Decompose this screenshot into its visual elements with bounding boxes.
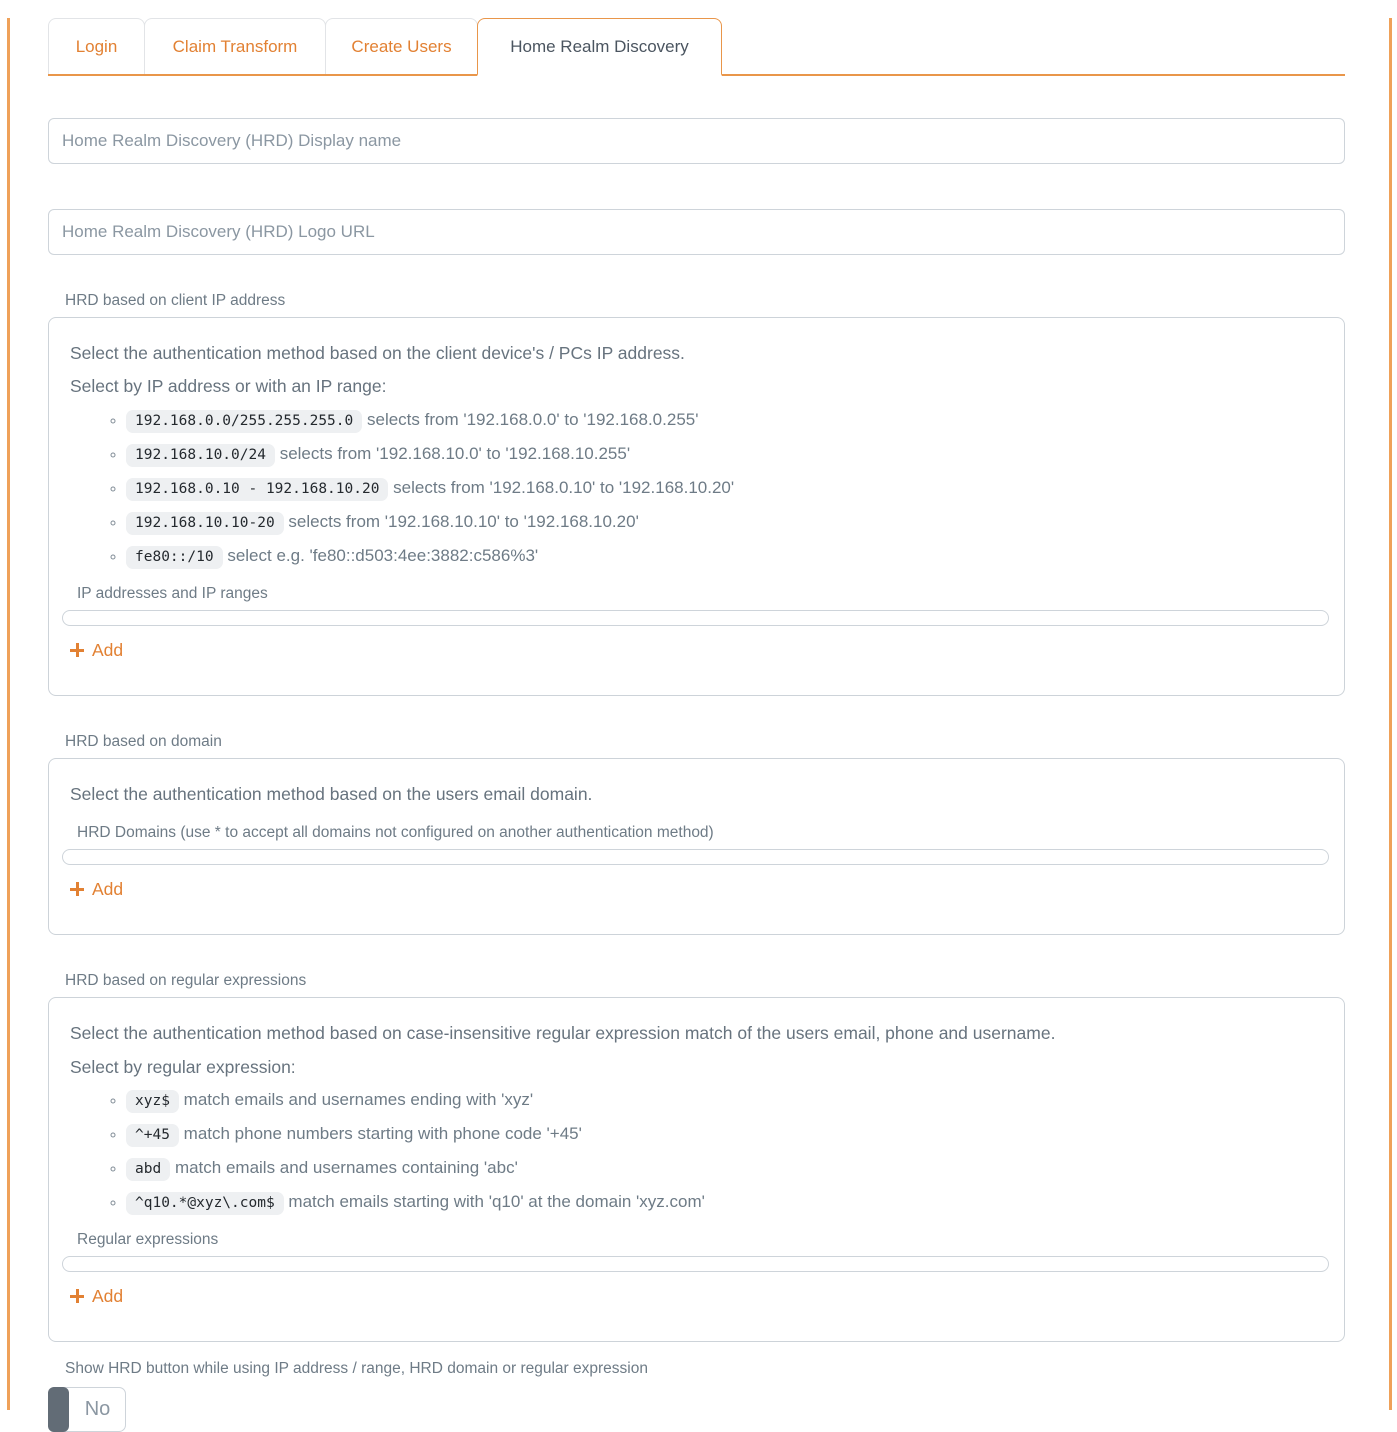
add-ip-button[interactable]	[70, 640, 123, 661]
toggle-value: No	[84, 1398, 111, 1421]
list-item	[126, 408, 1323, 433]
list-item	[126, 476, 1323, 501]
list-item	[126, 1088, 1323, 1113]
regex-section-panel	[48, 997, 1345, 1342]
ip-example-text: select e.g. 'fe80::d503:4ee:3882:c586%3'	[227, 545, 539, 565]
tab-claim-transform[interactable]: Claim Transform	[144, 18, 326, 74]
regex-section-legend: HRD based on regular expressions	[65, 972, 307, 990]
ip-example-code: 192.168.0.10 - 192.168.10.20	[126, 478, 388, 501]
ip-example-list	[70, 408, 1323, 569]
list-item	[126, 1122, 1323, 1147]
regex-section-intro: Select the authentication method based on case-insensitive regular expression match of the users email, phone and username.	[70, 1023, 1056, 1044]
regex-example-code: ^q10.*@xyz\.com$	[126, 1192, 284, 1215]
page-left-border	[7, 18, 10, 1410]
ip-example-code: 192.168.0.0/255.255.255.0	[126, 410, 362, 433]
ip-example-code: 192.168.10.10-20	[126, 512, 284, 535]
ip-example-text: selects from '192.168.0.10' to '192.168.10.20'	[393, 477, 735, 497]
regex-label: Regular expressions	[77, 1230, 219, 1248]
tab-bar	[48, 18, 1345, 76]
ip-example-text: selects from '192.168.10.10' to '192.168.10.20'	[288, 511, 639, 531]
regex-example-code: abd	[126, 1158, 170, 1181]
hrd-settings-page	[48, 18, 1345, 1432]
add-domain-button[interactable]	[70, 879, 123, 900]
list-item	[126, 1156, 1323, 1181]
domain-section-legend: HRD based on domain	[65, 733, 222, 751]
domain-section-intro: Select the authentication method based on the users email domain.	[70, 784, 593, 805]
domain-section-panel	[48, 758, 1345, 935]
hrd-logo-url-input[interactable]	[48, 209, 1345, 255]
hrd-display-name-input[interactable]	[48, 118, 1345, 164]
ip-example-text: selects from '192.168.0.0' to '192.168.0.255'	[366, 409, 699, 429]
ip-example-code: 192.168.10.0/24	[126, 444, 275, 467]
ip-ranges-input[interactable]	[62, 610, 1329, 626]
add-regex-button[interactable]	[70, 1286, 123, 1307]
tab-home-realm-discovery[interactable]: Home Realm Discovery	[477, 18, 722, 76]
ip-section-intro: Select the authentication method based on the client device's / PCs IP address.	[70, 343, 685, 363]
list-item	[126, 544, 1323, 569]
show-hrd-button-block	[48, 1360, 1345, 1432]
add-button-label: Add	[92, 639, 124, 660]
list-item	[126, 442, 1323, 467]
ip-section	[48, 292, 1345, 696]
ip-section-panel	[48, 317, 1345, 696]
regex-section	[48, 972, 1345, 1342]
list-item	[126, 1190, 1323, 1215]
regex-example-text: match emails starting with 'q10' at the domain 'xyz.com'	[288, 1191, 705, 1211]
ip-section-legend: HRD based on client IP address	[65, 292, 286, 309]
regex-input[interactable]	[62, 1256, 1329, 1272]
list-item	[126, 510, 1323, 535]
regex-example-text: match emails and usernames containing 'abc'	[174, 1157, 518, 1177]
hrd-domains-label: HRD Domains (use * to accept all domains not configured on another authentication method)	[77, 823, 714, 841]
page-right-border	[1389, 18, 1392, 1410]
regex-example-text: match phone numbers starting with phone code '+45'	[183, 1123, 582, 1143]
regex-example-code: xyz$	[126, 1090, 179, 1113]
regex-example-code: ^+45	[126, 1124, 179, 1147]
plus-icon	[70, 1289, 84, 1303]
ip-example-text: selects from '192.168.10.0' to '192.168.10.255'	[279, 443, 631, 463]
regex-example-list	[70, 1088, 1323, 1215]
hrd-domains-input[interactable]	[62, 849, 1329, 865]
toggle-handle-icon	[48, 1387, 69, 1432]
plus-icon	[70, 882, 84, 896]
tab-login[interactable]: Login	[48, 18, 145, 74]
ip-section-sub-intro: Select by IP address or with an IP range:	[70, 376, 387, 397]
ip-example-code: fe80::/10	[126, 546, 223, 569]
show-hrd-button-toggle[interactable]	[48, 1387, 126, 1432]
domain-section	[48, 733, 1345, 935]
add-button-label: Add	[92, 878, 124, 899]
tab-create-users[interactable]: Create Users	[325, 18, 478, 74]
plus-icon	[70, 643, 84, 657]
regex-section-sub-intro: Select by regular expression:	[70, 1056, 296, 1077]
show-hrd-button-label: Show HRD button while using IP address / range, HRD domain or regular expression	[65, 1360, 648, 1378]
add-button-label: Add	[92, 1285, 124, 1306]
regex-example-text: match emails and usernames ending with 'xyz'	[183, 1089, 534, 1109]
ip-ranges-label: IP addresses and IP ranges	[77, 584, 268, 602]
